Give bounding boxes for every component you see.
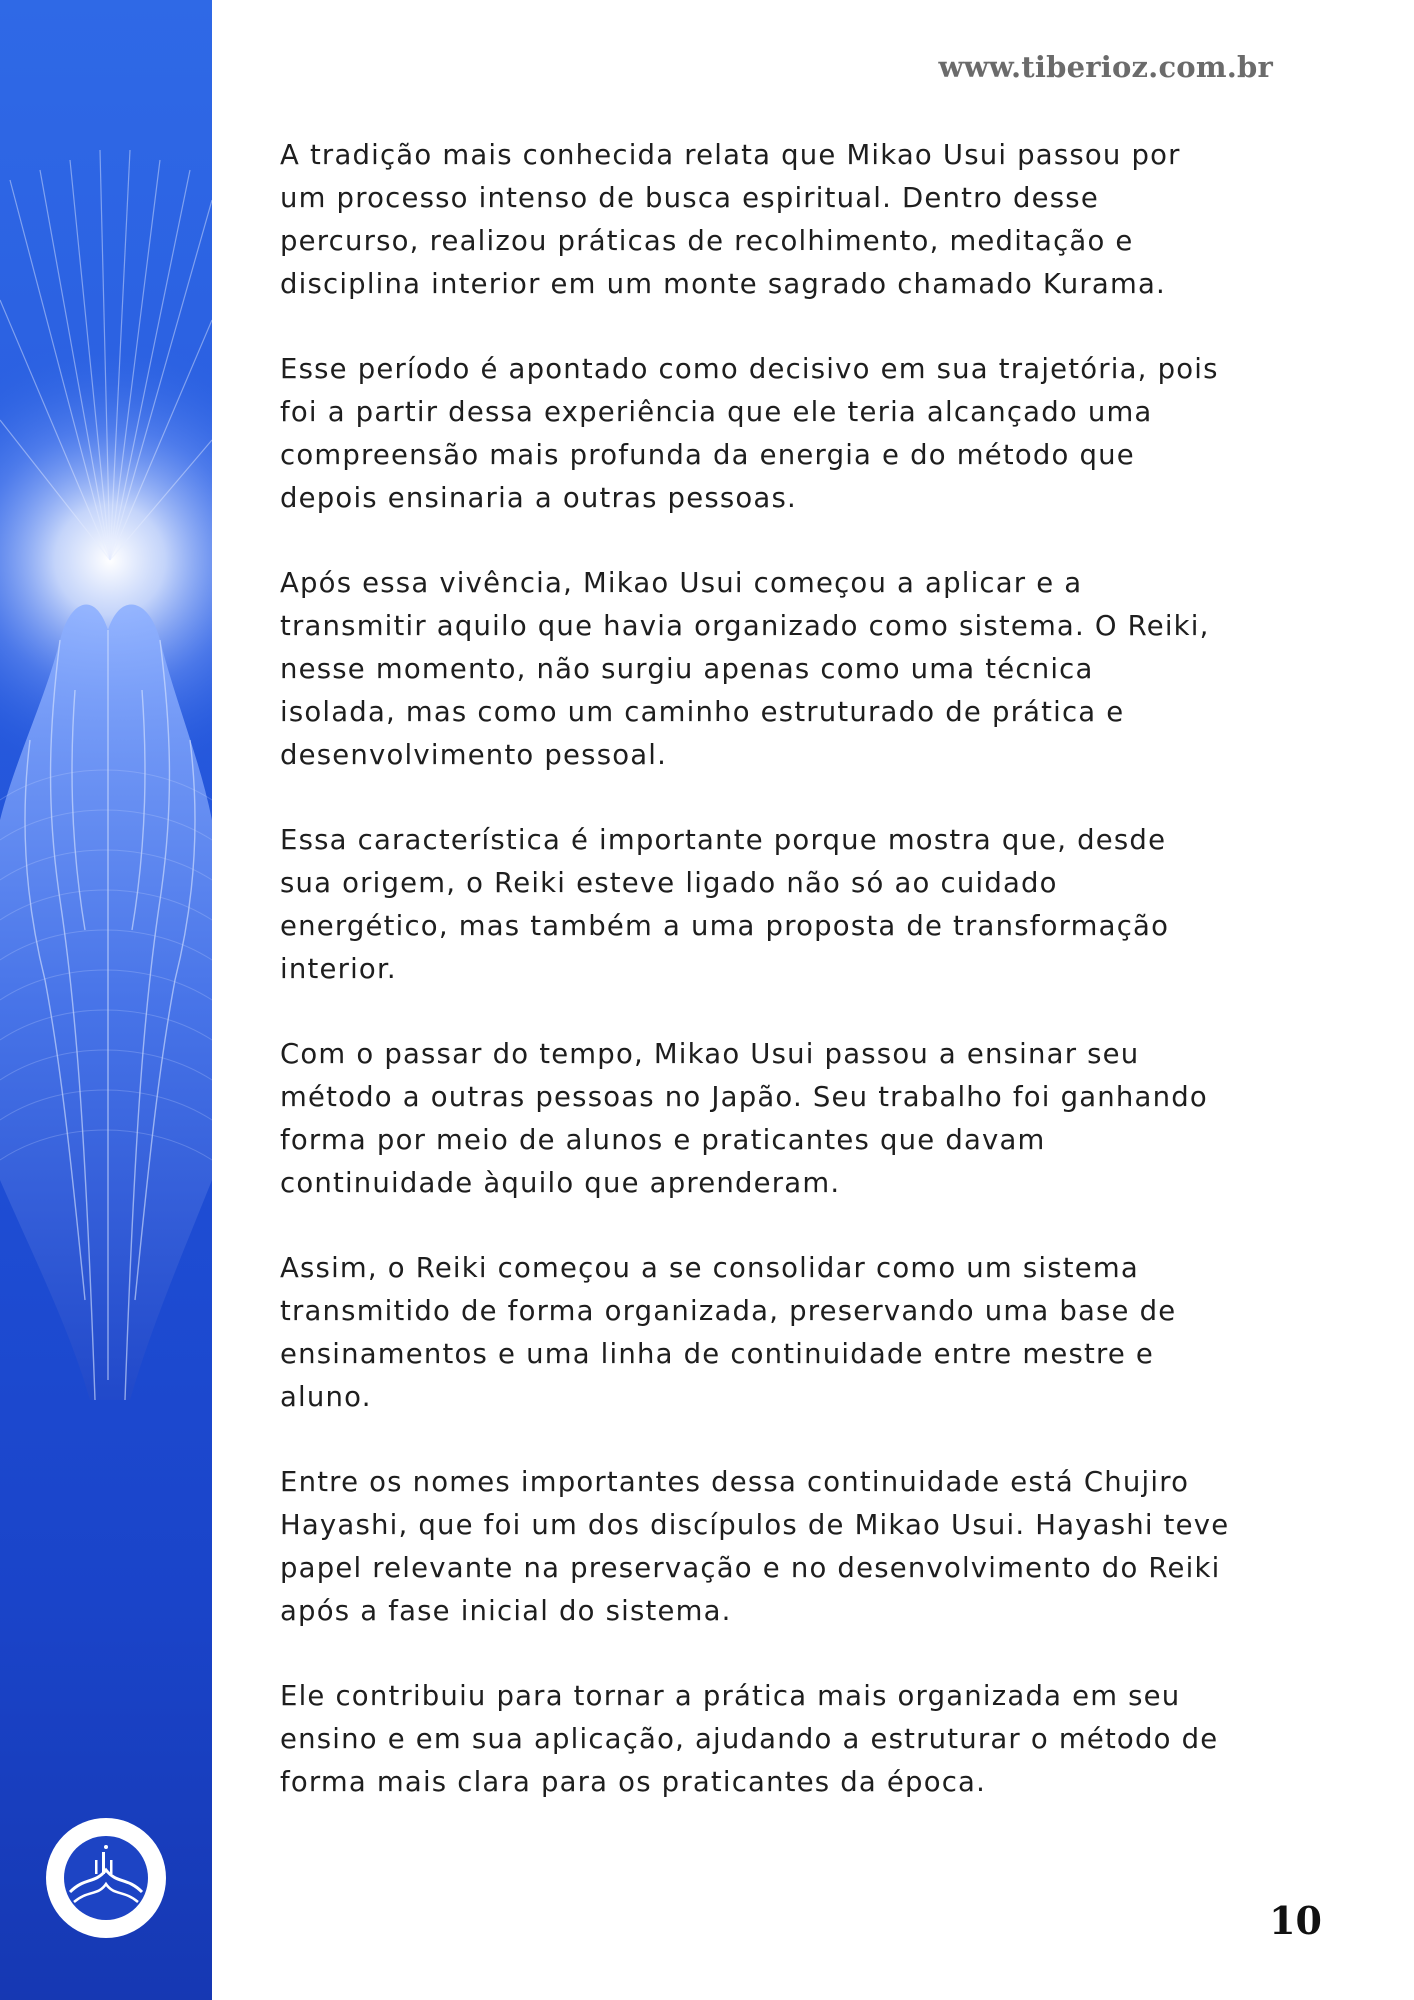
paragraph: Após essa vivência, Mikao Usui começou a aplicar e a transmitir aquilo que havia organizado como sistema. O Reiki, nesse momento, não surgiu apenas como uma técnica isolada, mas como um caminho estruturado de prática e desenvolvimento pessoal. bbox=[280, 567, 1210, 771]
body-text bbox=[280, 134, 1290, 1846]
praying-hands-icon bbox=[0, 0, 212, 2000]
side-decorative-image bbox=[0, 0, 212, 2000]
paragraph: Com o passar do tempo, Mikao Usui passou a ensinar seu método a outras pessoas no Japão. Seu trabalho foi ganhando forma por meio de alunos e praticantes que davam continuidade àquilo que aprenderam. bbox=[280, 1038, 1208, 1199]
site-url: www.tiberioz.com.br bbox=[938, 50, 1273, 84]
logo-emblem bbox=[40, 1812, 172, 1944]
logo-emblem-icon bbox=[40, 1812, 172, 1944]
paragraph: Assim, o Reiki começou a se consolidar como um sistema transmitido de forma organizada, preservando uma base de ensinamentos e uma linha de continuidade entre mestre e aluno. bbox=[280, 1252, 1177, 1413]
paragraph: Ele contribuiu para tornar a prática mais organizada em seu ensino e em sua aplicação, ajudando a estruturar o método de forma mais clara para os praticantes da época. bbox=[280, 1680, 1219, 1798]
paragraph: Essa característica é importante porque mostra que, desde sua origem, o Reiki esteve ligado não só ao cuidado energético, mas também a uma proposta de transformação interior. bbox=[280, 824, 1170, 985]
page-number: 10 bbox=[1269, 1898, 1322, 1943]
paragraph: Esse período é apontado como decisivo em sua trajetória, pois foi a partir dessa experiência que ele teria alcançado uma compreensão mais profunda da energia e do método que depois ensinaria a outras pessoas. bbox=[280, 353, 1219, 514]
paragraph: Entre os nomes importantes dessa continuidade está Chujiro Hayashi, que foi um dos discípulos de Mikao Usui. Hayashi teve papel relevante na preservação e no desenvolvimento do Reiki após a fase inicial do sistema. bbox=[280, 1466, 1230, 1627]
paragraph: A tradição mais conhecida relata que Mikao Usui passou por um processo intenso de busca espiritual. Dentro desse percurso, realizou práticas de recolhimento, meditação e disciplina interior em um monte sagrado chamado Kurama. bbox=[280, 139, 1181, 300]
